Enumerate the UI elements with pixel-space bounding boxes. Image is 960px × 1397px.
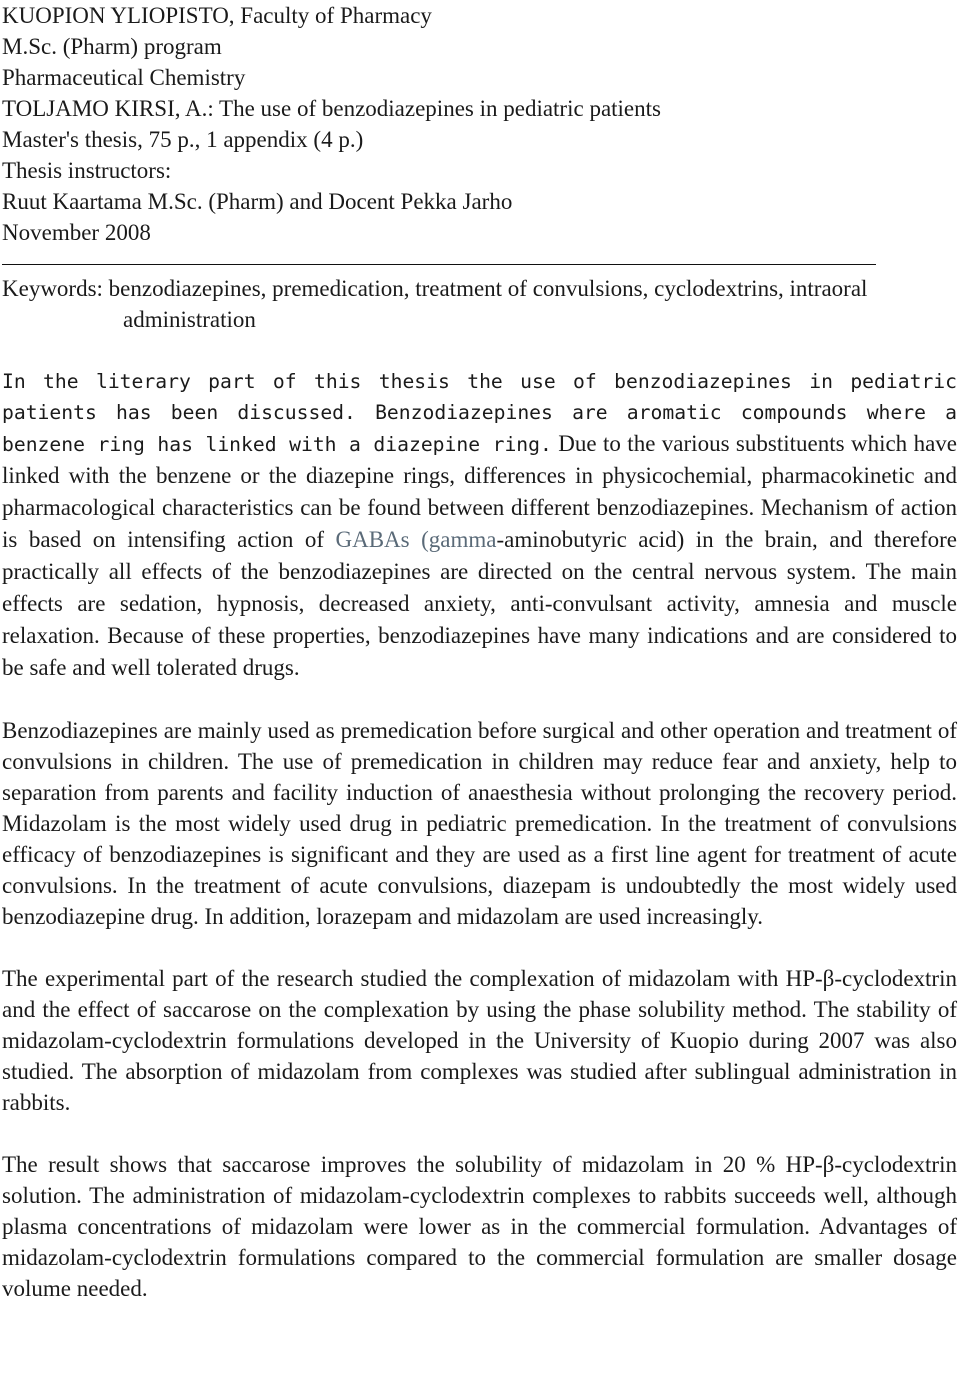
paragraph-1-text-b: -aminobutyric acid) in the brain, and therefore practically all effects of the benzodiazepines are directed on the central nervous system. The main effects are sedation, hypnosis, decreased anxiety, anti-convulsant activity, amnesia and muscle relaxation. Because of these properties, benzodiazepines have many indications and are considered to be safe and well tolerated drugs. bbox=[2, 527, 958, 680]
abstract-paragraph-3: The experimental part of the research studied the complexation of midazolam with HP-β-cyclodextrin and the effect of saccarose on the complexation by using the phase solubility method. The stability of midazolam-cyclodextrin formulations developed in the University of Kuopio during 2007 was also studied. The absorption of midazolam from complexes was studied after sublingual administration in rabbits. bbox=[2, 966, 957, 1115]
abstract-paragraph-1 bbox=[2, 366, 957, 684]
horizontal-rule bbox=[2, 264, 876, 265]
thesis-info: Master's thesis, 75 p., 1 appendix (4 p.) bbox=[2, 127, 364, 152]
paragraph-1-text-a: Due to the various substituents which have linked with the benzene or the diazepine rings, differences in physicochemial, pharmacokinetic and pharmacological characteristics can be found between different benzodiazepines. Mechanism of action is based on intensifing action of bbox=[2, 431, 957, 552]
institution: KUOPION YLIOPISTO, Faculty of Pharmacy bbox=[2, 3, 432, 28]
document-page bbox=[2, 0, 957, 1304]
abstract-paragraph-2: Benzodiazepines are mainly used as premedication before surgical and other operation and treatment of convulsions in children. The use of premedication in children may reduce fear and anxiety, help to separation from parents and facility induction of anaesthesia without prolonging the recovery period. Midazolam is the most widely used drug in pediatric premedication. In the treatment of convulsions efficacy of benzodiazepines is significant and they are used as a first line agent for treatment of acute convulsions. In the treatment of acute convulsions, diazepam is undoubtedly the most widely used benzodiazepine drug. In addition, lorazepam and midazolam are used increasingly. bbox=[2, 718, 957, 929]
author-title: TOLJAMO KIRSI, A.: The use of benzodiazepines in pediatric patients bbox=[2, 96, 661, 121]
instructors-label: Thesis instructors: bbox=[2, 158, 172, 183]
abstract-paragraph-4: The result shows that saccarose improves the solubility of midazolam in 20 % HP-β-cyclodextrin solution. The administration of midazolam-cyclodextrin complexes to rabbits succeeds well, although plasma concentrations of midazolam were lower as in the commercial formulation. Advantages of midazolam-cyclodextrin formulations compared to the commercial formulation are smaller dosage volume needed. bbox=[2, 1152, 957, 1301]
thesis-header bbox=[2, 0, 957, 248]
instructors: Ruut Kaartama M.Sc. (Pharm) and Docent Pekka Jarho bbox=[2, 189, 513, 214]
gaba-term: GABAs (gamma bbox=[335, 527, 497, 552]
subject: Pharmaceutical Chemistry bbox=[2, 65, 246, 90]
program: M.Sc. (Pharm) program bbox=[2, 34, 222, 59]
keywords: Keywords: benzodiazepines, premedication, treatment of convulsions, cyclodextrins, intraoral administration bbox=[2, 276, 868, 332]
paragraph-1-monospace-text: In the literary part of this thesis the use of benzodiazepines in pediatric patients has been discussed. Benzodiazepines are aromatic compounds where a benzene ring has linked with a diazepine ring. bbox=[2, 370, 957, 456]
date: November 2008 bbox=[2, 220, 151, 245]
